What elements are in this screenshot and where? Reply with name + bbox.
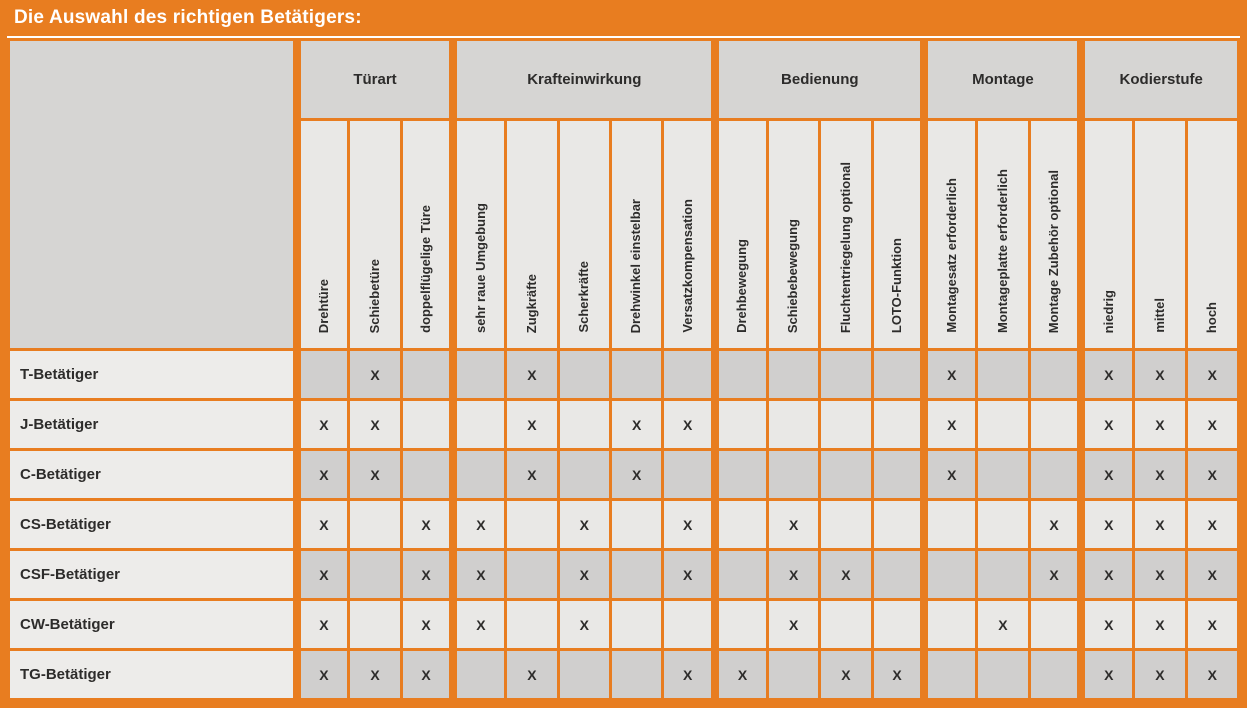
column-header bbox=[297, 120, 349, 350]
matrix-cell: X bbox=[1081, 650, 1133, 700]
table-row bbox=[9, 400, 1239, 450]
matrix-cell: X bbox=[610, 450, 662, 500]
matrix-cell bbox=[453, 350, 505, 400]
matrix-cell bbox=[1029, 400, 1081, 450]
matrix-cell bbox=[558, 650, 610, 700]
matrix-cell: X bbox=[506, 450, 558, 500]
matrix-cell bbox=[715, 400, 767, 450]
matrix-cell bbox=[715, 450, 767, 500]
matrix-cell: X bbox=[1134, 450, 1186, 500]
matrix-cell: X bbox=[1186, 350, 1238, 400]
column-header-label: mittel bbox=[1151, 298, 1167, 333]
column-header bbox=[1134, 120, 1186, 350]
matrix-cell: X bbox=[1134, 500, 1186, 550]
matrix-cell: X bbox=[820, 650, 872, 700]
matrix-cell bbox=[506, 600, 558, 650]
matrix-cell: X bbox=[401, 650, 453, 700]
matrix-cell: X bbox=[453, 600, 505, 650]
table-row bbox=[9, 450, 1239, 500]
matrix-cell bbox=[663, 350, 715, 400]
matrix-cell: X bbox=[663, 650, 715, 700]
table-row bbox=[9, 650, 1239, 700]
group-header: Kodierstufe bbox=[1081, 40, 1238, 120]
matrix-cell: X bbox=[1081, 450, 1133, 500]
column-header bbox=[767, 120, 819, 350]
matrix-cell: X bbox=[558, 500, 610, 550]
column-header bbox=[715, 120, 767, 350]
matrix-cell bbox=[1029, 450, 1081, 500]
matrix-cell: X bbox=[1134, 650, 1186, 700]
matrix-cell bbox=[401, 350, 453, 400]
matrix-cell bbox=[506, 550, 558, 600]
column-header-label: Fluchtentriegelung optional bbox=[837, 161, 853, 333]
table-row bbox=[9, 550, 1239, 600]
matrix-cell: X bbox=[558, 600, 610, 650]
matrix-cell bbox=[872, 450, 924, 500]
table-row bbox=[9, 350, 1239, 400]
matrix-cell bbox=[663, 600, 715, 650]
matrix-cell: X bbox=[506, 350, 558, 400]
matrix-cell bbox=[872, 600, 924, 650]
matrix-cell bbox=[1029, 350, 1081, 400]
matrix-cell bbox=[558, 400, 610, 450]
matrix-cell bbox=[820, 450, 872, 500]
matrix-cell bbox=[610, 550, 662, 600]
matrix-cell bbox=[924, 500, 976, 550]
matrix-cell: X bbox=[1029, 550, 1081, 600]
matrix-cell: X bbox=[715, 650, 767, 700]
matrix-cell: X bbox=[1081, 400, 1133, 450]
column-header-label: niedrig bbox=[1100, 289, 1116, 333]
matrix-cell: X bbox=[610, 400, 662, 450]
matrix-cell bbox=[453, 650, 505, 700]
matrix-cell bbox=[872, 400, 924, 450]
matrix-cell bbox=[767, 400, 819, 450]
matrix-cell: X bbox=[297, 550, 349, 600]
group-header-row bbox=[9, 40, 1239, 120]
matrix-cell: X bbox=[1081, 550, 1133, 600]
matrix-cell: X bbox=[924, 400, 976, 450]
matrix-cell: X bbox=[1186, 600, 1238, 650]
column-header bbox=[349, 120, 401, 350]
matrix-cell bbox=[715, 350, 767, 400]
matrix-cell: X bbox=[663, 400, 715, 450]
column-header bbox=[453, 120, 505, 350]
matrix-cell: X bbox=[1134, 550, 1186, 600]
column-header-label: Scherkräfte bbox=[576, 261, 592, 333]
matrix-cell bbox=[506, 500, 558, 550]
matrix-cell bbox=[924, 600, 976, 650]
matrix-cell bbox=[820, 400, 872, 450]
matrix-cell bbox=[610, 600, 662, 650]
selection-matrix bbox=[7, 38, 1240, 701]
matrix-cell bbox=[297, 350, 349, 400]
matrix-cell: X bbox=[1186, 400, 1238, 450]
matrix-cell: X bbox=[349, 350, 401, 400]
row-label: TG-Betätiger bbox=[9, 650, 297, 700]
column-header-label: Versatzkompensation bbox=[679, 199, 695, 333]
row-label: T-Betätiger bbox=[9, 350, 297, 400]
matrix-cell bbox=[820, 350, 872, 400]
column-header-label: Drehwinkel einstelbar bbox=[628, 198, 644, 333]
matrix-cell bbox=[977, 350, 1029, 400]
matrix-cell: X bbox=[767, 600, 819, 650]
column-header bbox=[820, 120, 872, 350]
matrix-cell bbox=[610, 350, 662, 400]
column-header-label: Drehtüre bbox=[315, 278, 331, 333]
column-header bbox=[1186, 120, 1238, 350]
group-header: Türart bbox=[297, 40, 454, 120]
column-header-label: hoch bbox=[1204, 301, 1220, 333]
matrix-cell: X bbox=[453, 550, 505, 600]
column-header bbox=[663, 120, 715, 350]
corner-cell bbox=[9, 40, 297, 350]
matrix-cell: X bbox=[297, 450, 349, 500]
matrix-cell bbox=[558, 350, 610, 400]
matrix-cell bbox=[715, 500, 767, 550]
column-header bbox=[558, 120, 610, 350]
matrix-cell bbox=[453, 400, 505, 450]
column-header bbox=[924, 120, 976, 350]
matrix-cell bbox=[349, 550, 401, 600]
matrix-cell bbox=[715, 600, 767, 650]
column-header bbox=[977, 120, 1029, 350]
matrix-cell bbox=[767, 650, 819, 700]
column-header-label: Montage Zubehör optional bbox=[1045, 169, 1061, 333]
matrix-cell bbox=[872, 500, 924, 550]
column-header-label: Zugkräfte bbox=[523, 273, 539, 333]
matrix-head bbox=[9, 40, 1239, 350]
matrix-cell: X bbox=[1134, 400, 1186, 450]
matrix-cell: X bbox=[349, 450, 401, 500]
column-header bbox=[872, 120, 924, 350]
group-header: Krafteinwirkung bbox=[453, 40, 715, 120]
matrix-cell bbox=[558, 450, 610, 500]
matrix-cell bbox=[401, 400, 453, 450]
matrix-cell: X bbox=[297, 500, 349, 550]
matrix-cell: X bbox=[924, 350, 976, 400]
page-title: Die Auswahl des richtigen Betätigers: bbox=[14, 7, 362, 28]
matrix-cell bbox=[977, 500, 1029, 550]
column-header-label: Schiebetüre bbox=[366, 258, 382, 333]
matrix-cell: X bbox=[767, 500, 819, 550]
matrix-cell: X bbox=[297, 600, 349, 650]
matrix-cell bbox=[767, 450, 819, 500]
matrix-cell bbox=[1029, 600, 1081, 650]
matrix-cell: X bbox=[1186, 500, 1238, 550]
matrix-cell bbox=[977, 550, 1029, 600]
matrix-cell bbox=[924, 550, 976, 600]
row-label: CSF-Betätiger bbox=[9, 550, 297, 600]
matrix-cell: X bbox=[1081, 500, 1133, 550]
column-header-label: Drehbewegung bbox=[734, 239, 750, 333]
matrix-cell bbox=[610, 650, 662, 700]
row-label: J-Betätiger bbox=[9, 400, 297, 450]
column-header bbox=[401, 120, 453, 350]
matrix-cell: X bbox=[1186, 650, 1238, 700]
matrix-cell: X bbox=[506, 400, 558, 450]
matrix-cell: X bbox=[977, 600, 1029, 650]
group-header: Montage bbox=[924, 40, 1081, 120]
matrix-cell bbox=[820, 500, 872, 550]
matrix-cell: X bbox=[1029, 500, 1081, 550]
matrix-cell bbox=[872, 550, 924, 600]
matrix-cell: X bbox=[663, 550, 715, 600]
matrix-cell bbox=[767, 350, 819, 400]
table-row bbox=[9, 500, 1239, 550]
matrix-cell: X bbox=[1081, 350, 1133, 400]
column-header-label: LOTO-Funktion bbox=[888, 237, 904, 333]
matrix-cell bbox=[610, 500, 662, 550]
table-row bbox=[9, 600, 1239, 650]
matrix-cell bbox=[715, 550, 767, 600]
column-header-label: doppelflügelige Türe bbox=[417, 205, 433, 333]
matrix-cell: X bbox=[1081, 600, 1133, 650]
matrix-cell: X bbox=[349, 400, 401, 450]
matrix-cell bbox=[872, 350, 924, 400]
group-header: Bedienung bbox=[715, 40, 924, 120]
matrix-cell: X bbox=[506, 650, 558, 700]
matrix-cell: X bbox=[767, 550, 819, 600]
row-label: CW-Betätiger bbox=[9, 600, 297, 650]
matrix-cell bbox=[977, 450, 1029, 500]
matrix-cell: X bbox=[872, 650, 924, 700]
matrix-cell bbox=[401, 450, 453, 500]
matrix-cell bbox=[1029, 650, 1081, 700]
column-header-label: Montageplatte erforderlich bbox=[994, 169, 1010, 333]
column-header-label: sehr raue Umgebung bbox=[472, 202, 488, 333]
matrix-cell: X bbox=[1134, 600, 1186, 650]
matrix-cell: X bbox=[401, 500, 453, 550]
column-header bbox=[506, 120, 558, 350]
matrix-cell: X bbox=[401, 550, 453, 600]
matrix-cell bbox=[349, 600, 401, 650]
column-header bbox=[610, 120, 662, 350]
matrix-cell: X bbox=[453, 500, 505, 550]
matrix-cell: X bbox=[401, 600, 453, 650]
matrix-cell bbox=[924, 650, 976, 700]
matrix-cell: X bbox=[663, 500, 715, 550]
matrix-cell bbox=[663, 450, 715, 500]
matrix-cell bbox=[349, 500, 401, 550]
row-label: C-Betätiger bbox=[9, 450, 297, 500]
matrix-cell: X bbox=[1134, 350, 1186, 400]
column-header bbox=[1081, 120, 1133, 350]
matrix-cell: X bbox=[558, 550, 610, 600]
column-header-label: Montagesatz erforderlich bbox=[943, 178, 959, 333]
matrix-cell bbox=[977, 650, 1029, 700]
matrix-cell bbox=[820, 600, 872, 650]
matrix-cell: X bbox=[297, 650, 349, 700]
matrix-cell bbox=[977, 400, 1029, 450]
matrix-cell: X bbox=[1186, 450, 1238, 500]
matrix-cell: X bbox=[924, 450, 976, 500]
matrix-cell: X bbox=[820, 550, 872, 600]
matrix-cell: X bbox=[297, 400, 349, 450]
column-header bbox=[1029, 120, 1081, 350]
row-label: CS-Betätiger bbox=[9, 500, 297, 550]
title-bar bbox=[7, 0, 1240, 38]
matrix-cell: X bbox=[349, 650, 401, 700]
matrix-cell: X bbox=[1186, 550, 1238, 600]
matrix-body bbox=[9, 350, 1239, 700]
matrix-cell bbox=[453, 450, 505, 500]
column-header-label: Schiebebewegung bbox=[785, 218, 801, 333]
